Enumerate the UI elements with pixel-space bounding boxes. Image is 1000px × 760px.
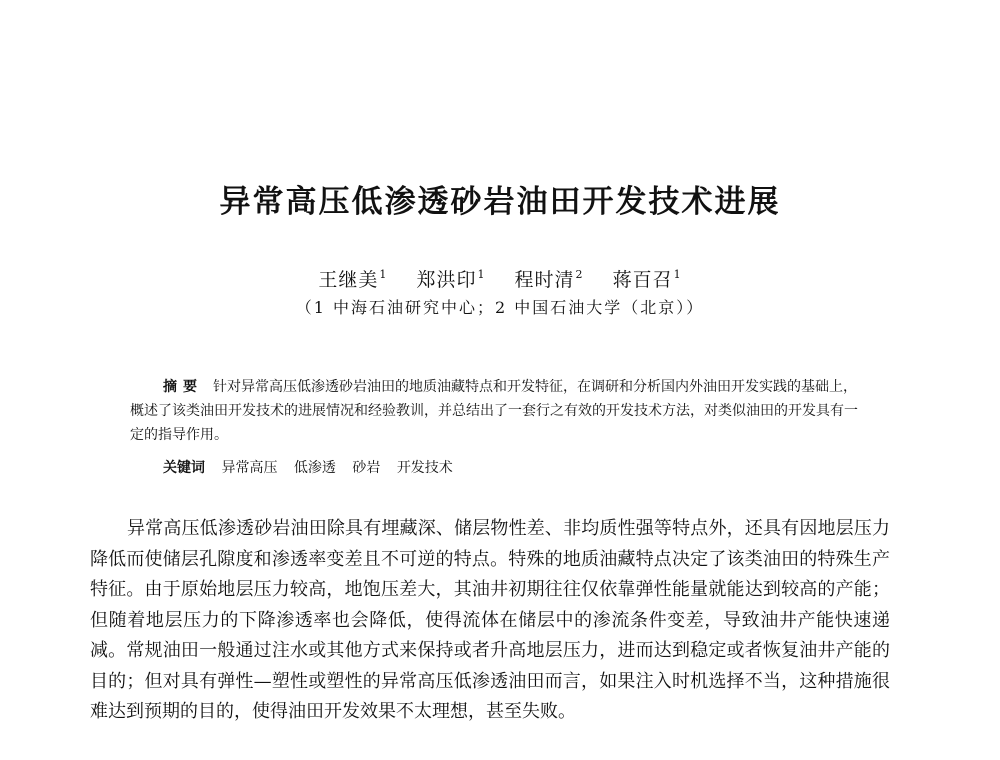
keyword: 砂岩 [352, 460, 381, 476]
affiliation-mark: 1 [379, 268, 388, 281]
author-name: 王继美 [318, 269, 379, 291]
abstract-label: 摘要 [163, 379, 203, 395]
body-paragraph: 异常高压低渗透砂岩油田除具有埋藏深、储层物性差、非均质性强等特点外，还具有因地层压力降低而使储层孔隙度和渗透率变差且不可逆的特点。特殊的地质油藏特点决定了该类油田的特殊生产特征。由于原始地层压力较高，地饱压差大，其油井初期往往仅依靠弹性能量就能达到较高的产能；但随着地层压力的下降渗透率也会降低，使得流体在储层中的渗流条件变差，导致油井产能快速递减。常规油田一般通过注水或其他方式来保持或者升高地层压力，进而达到稳定或者恢复油井产能的目的；但对具有弹性—塑性或塑性的异常高压低渗透油田而言，如果注入时机选择不当，这种措施很难达到预期的目的，使得油田开发效果不太理想，甚至失败。 [90, 518, 890, 722]
keyword: 低渗透 [293, 460, 336, 476]
keywords-label: 关键词 [163, 460, 205, 476]
affiliations: （1 中海石油研究中心；2 中国石油大学（北京）） [295, 298, 705, 317]
author [515, 262, 584, 293]
author-name: 程时清 [514, 269, 575, 291]
author [318, 262, 387, 293]
author [416, 262, 485, 293]
keywords [163, 456, 465, 480]
abstract [130, 375, 865, 447]
author [613, 262, 682, 293]
affiliation-mark: 1 [673, 268, 682, 281]
author-name: 郑洪印 [416, 269, 477, 291]
affiliation-mark: 1 [477, 268, 486, 281]
author-name: 蒋百召 [612, 269, 673, 291]
keyword: 开发技术 [396, 460, 453, 476]
author-list [0, 262, 1000, 293]
affiliation-mark: 2 [575, 268, 584, 281]
keyword: 异常高压 [221, 460, 278, 476]
paper-title: 异常高压低渗透砂岩油田开发技术进展 [219, 184, 781, 220]
abstract-text: 针对异常高压低渗透砂岩油田的地质油藏特点和开发特征，在调研和分析国内外油田开发实践的基础上，概述了该类油田开发技术的进展情况和经验教训，并总结出了一套行之有效的开发技术方法，对类似油田的开发具有一定的指导作用。 [130, 379, 858, 443]
